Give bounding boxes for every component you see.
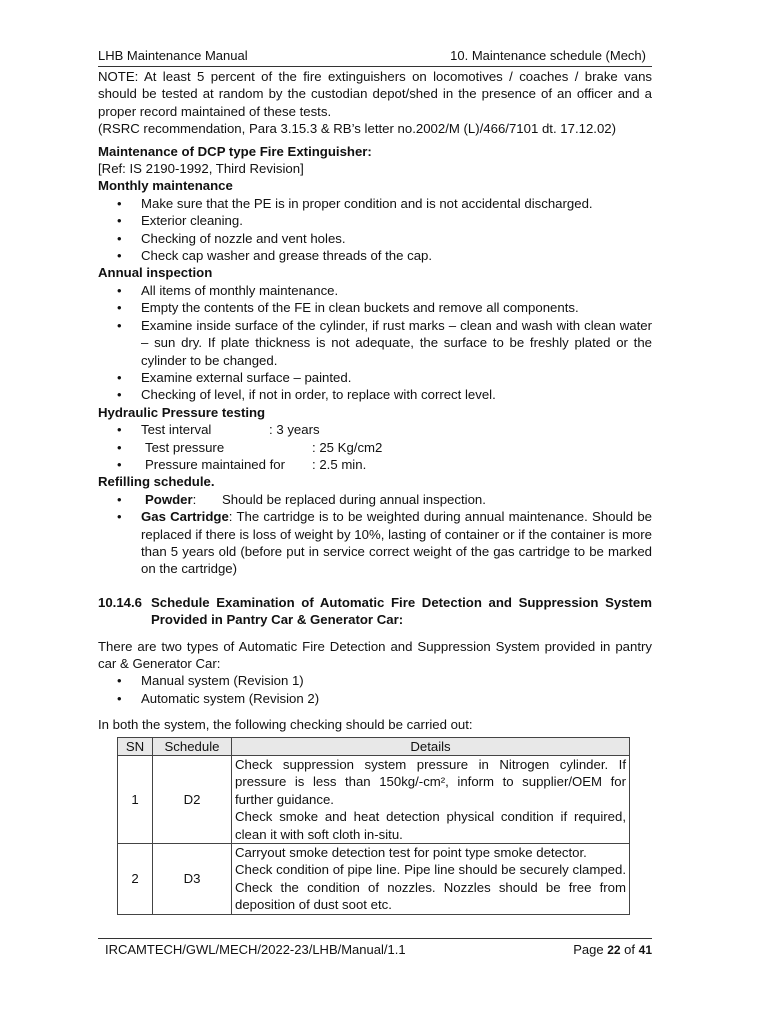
page-prefix: Page [573,942,604,957]
hydraulic-label: Test interval [141,422,212,438]
hydraulic-value: : 2.5 min. [312,456,367,472]
refill-label: Powder [145,491,193,507]
refill-label: Gas Cartridge [141,509,229,525]
detail-line: Check smoke and heat detection physical condition if required, clean it with soft cloth in-situ. [235,809,626,842]
hydraulic-heading: Hydraulic Pressure testing [98,404,266,420]
cell-details [232,756,630,844]
list-item: • Checking of nozzle and vent holes. [98,230,652,247]
page-of: of [624,942,636,957]
list-item: • Check cap washer and grease threads of the cap. [98,247,652,264]
header-left: LHB Maintenance Manual [98,48,248,63]
detail-line: Check condition of pipe line. Pipe line should be securely clamped. Check the condition of nozzles. Nozzles should be free from deposition of dust soot etc. [235,862,626,913]
page-current: 22 [607,943,621,957]
list-item [98,456,652,473]
page-header [98,47,652,64]
table-header-row [118,737,630,755]
table-row [118,844,630,915]
detail-line: Check suppression system pressure in Nitrogen cylinder. If pressure is less than 150kg/-cm², inform to supplier/OEM for further guidance. [235,757,626,807]
dcp-title: Maintenance of DCP type Fire Extinguisher: [98,143,372,159]
section-number: 10.14.6 [98,594,142,610]
list-item: • Checking of level, if not in order, to replace with correct level. [98,386,652,403]
monthly-heading: Monthly maintenance [98,178,233,194]
list-item: • All items of monthly maintenance. [98,282,652,299]
footer-rule [98,938,652,939]
monthly-list [98,195,652,265]
table-row [118,756,630,844]
note-reference: (RSRC recommendation, Para 3.15.3 & RB’s letter no.2002/M (L)/466/7101 dt. 17.12.02) [98,121,617,137]
refill-text: : The cartridge is to be weighted during annual maintenance. Should be replaced if there is loss of weight by 10%, lasting of container or if the container is more than 5 years old (before put in service correct weight of the gas cartridge to be marked on the cartridge) [141,509,652,577]
section-lead: In both the system, the following checking should be carried out: [98,717,473,733]
cell-schedule: D2 [153,756,232,844]
hydraulic-label: Test pressure [145,439,225,455]
footer-doc-id: IRCAMTECH/GWL/MECH/2022-23/LHB/Manual/1.1 [105,942,406,957]
page-total: 41 [638,943,652,957]
page-body [98,68,652,915]
list-item: • Empty the contents of the FE in clean buckets and remove all components. [98,299,652,316]
page-number [573,941,652,959]
refill-heading: Refilling schedule. [98,474,215,490]
dcp-reference: [Ref: IS 2190-1992, Third Revision] [98,161,304,177]
header-rule [98,66,652,67]
col-sn: SN [118,737,153,755]
annual-list [98,282,652,404]
section-heading [98,594,652,629]
cell-schedule: D3 [153,844,232,915]
cell-sn: 2 [118,844,153,915]
section-title: Schedule Examination of Automatic Fire Detection and Suppression System Provided in Pantry Car & Generator Car: [151,594,652,628]
col-details: Details [232,737,630,755]
list-item [98,508,652,578]
refill-text: : Should be replaced during annual inspection. [192,491,486,507]
list-item: • Manual system (Revision 1) [98,672,652,689]
schedule-table [117,737,630,915]
list-item: • Make sure that the PE is in proper condition and is not accidental discharged. [98,195,652,212]
list-item [98,439,652,456]
page-footer [105,941,652,959]
list-item: • Examine inside surface of the cylinder, if rust marks – clean and wash with clean water – sun dry. If plate thickness is not adequate, the surface to be freshly plated or the cylinder to be changed. [98,317,652,369]
note-text: NOTE: At least 5 percent of the fire extinguishers on locomotives / coaches / brake vans should be tested at random by the custodian depot/shed in the presence of an officer and a proper record maintained of these tests. [98,69,652,119]
col-schedule: Schedule [153,737,232,755]
list-item: • Exterior cleaning. [98,212,652,229]
section-intro: There are two types of Automatic Fire Detection and Suppression System provided in pantry car & Generator Car: [98,638,652,671]
list-item [98,421,652,438]
header-right: 10. Maintenance schedule (Mech) [450,48,646,63]
list-item [98,491,652,508]
cell-sn: 1 [118,756,153,844]
refill-list [98,491,652,578]
detail-line: Carryout smoke detection test for point type smoke detector. [235,845,587,861]
list-item: • Automatic system (Revision 2) [98,690,652,707]
hydraulic-list [98,421,652,473]
cell-details [232,844,630,915]
system-types-list [98,672,652,707]
annual-heading: Annual inspection [98,265,213,281]
list-item: • Examine external surface – painted. [98,369,652,386]
hydraulic-value: : 25 Kg/cm2 [312,439,383,455]
hydraulic-label: Pressure maintained for [145,456,286,472]
hydraulic-value: : 3 years [269,422,320,438]
